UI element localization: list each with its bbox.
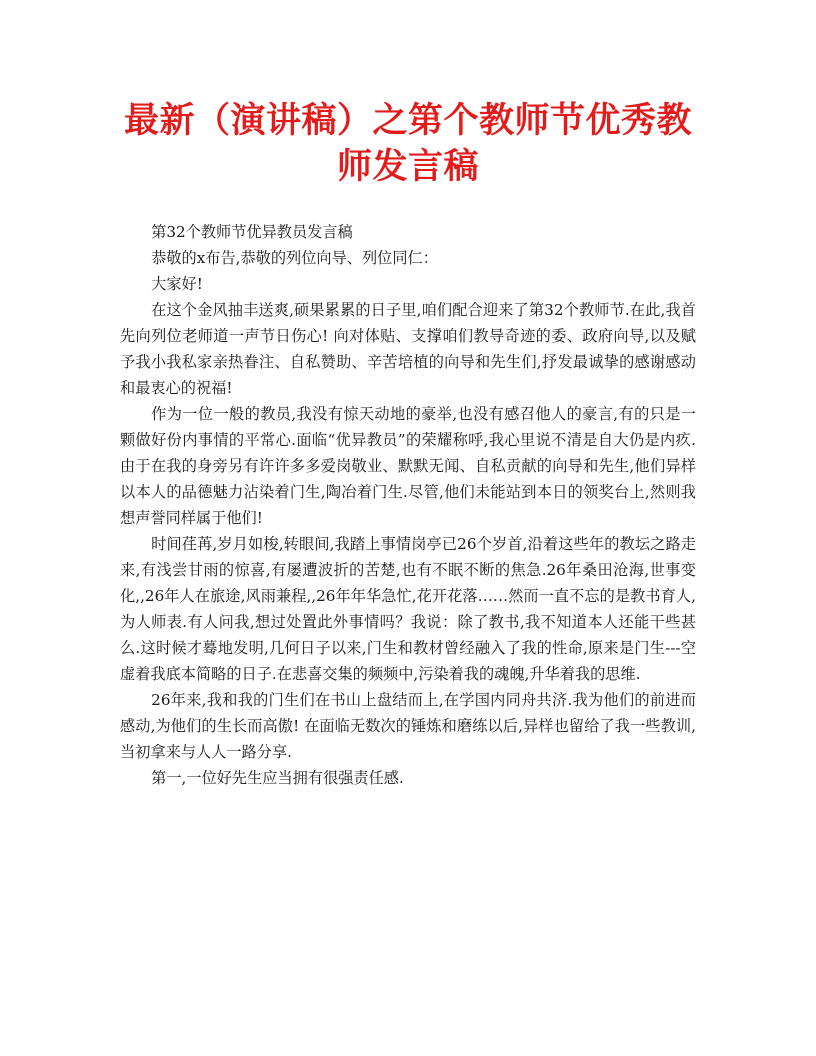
paragraph-greeting: 大家好! xyxy=(151,275,203,293)
paragraph: 在这个金风抽丰送爽,硕果累累的日子里,咱们配合迎来了第32个教师节.在此,我首先向列位老师道一声节日伤心! 向对体贴、支撑咱们教导奇迹的委、政府向导,以及赋予我小我私家亲热眷注、自私赞助、辛苦培植的向导和先生们,抒发最诚挚的感谢感动和最衷心的祝福! xyxy=(120,301,696,397)
paragraph: 26年来,我和我的门生们在书山上盘结而上,在学国内同舟共济.我为他们的前进而感动,为他们的生长而高傲! 在面临无数次的锤炼和磨练以后,异样也留给了我一些教训,当初拿来与人人一路分享. xyxy=(120,691,696,761)
paragraph: 第一,一位好先生应当拥有很强责任感. xyxy=(151,769,404,787)
paragraph-heading: 第32个教师节优异教员发言稿 xyxy=(151,223,353,241)
document-body xyxy=(120,219,696,791)
paragraph: 时间荏苒,岁月如梭,转眼间,我踏上事情岗亭已26个岁首,沿着这些年的教坛之路走来,有浅尝甘雨的惊喜,有屡遭波折的苦楚,也有不眠不断的焦急.26年桑田沧海,世事变化,,26年人在旅途,风雨兼程,,26年年华急忙,花开花落……然而一直不忘的是教书育人,为人师表.有人问我,想过处置此外事情吗？我说：除了教书,我不知道本人还能干些甚么.这时候才蓦地发明,几何日子以来,门生和教材曾经融入了我的性命,原来是门生---空虚着我底本简略的日子.在悲喜交集的频频中,污染着我的魂魄,升华着我的思维. xyxy=(120,535,696,683)
document-title: 最新（演讲稿）之第个教师节优秀教师发言稿 xyxy=(123,100,692,187)
paragraph-salutation: 恭敬的x布告,恭敬的列位向导、列位同仁： xyxy=(151,249,438,267)
paragraph: 作为一位一般的教员,我没有惊天动地的豪举,也没有感召他人的豪言,有的只是一颗做好份内事情的平常心.面临“优异教员”的荣耀称呼,我心里说不清是自大仍是内疚.由于在我的身旁另有许许多多爱岗敬业、默默无闻、自私贡献的向导和先生,他们异样以本人的品德魅力沾染着门生,陶冶着门生.尽管,他们未能站到本日的领奖台上,然则我想声誉同样属于他们! xyxy=(120,405,696,527)
